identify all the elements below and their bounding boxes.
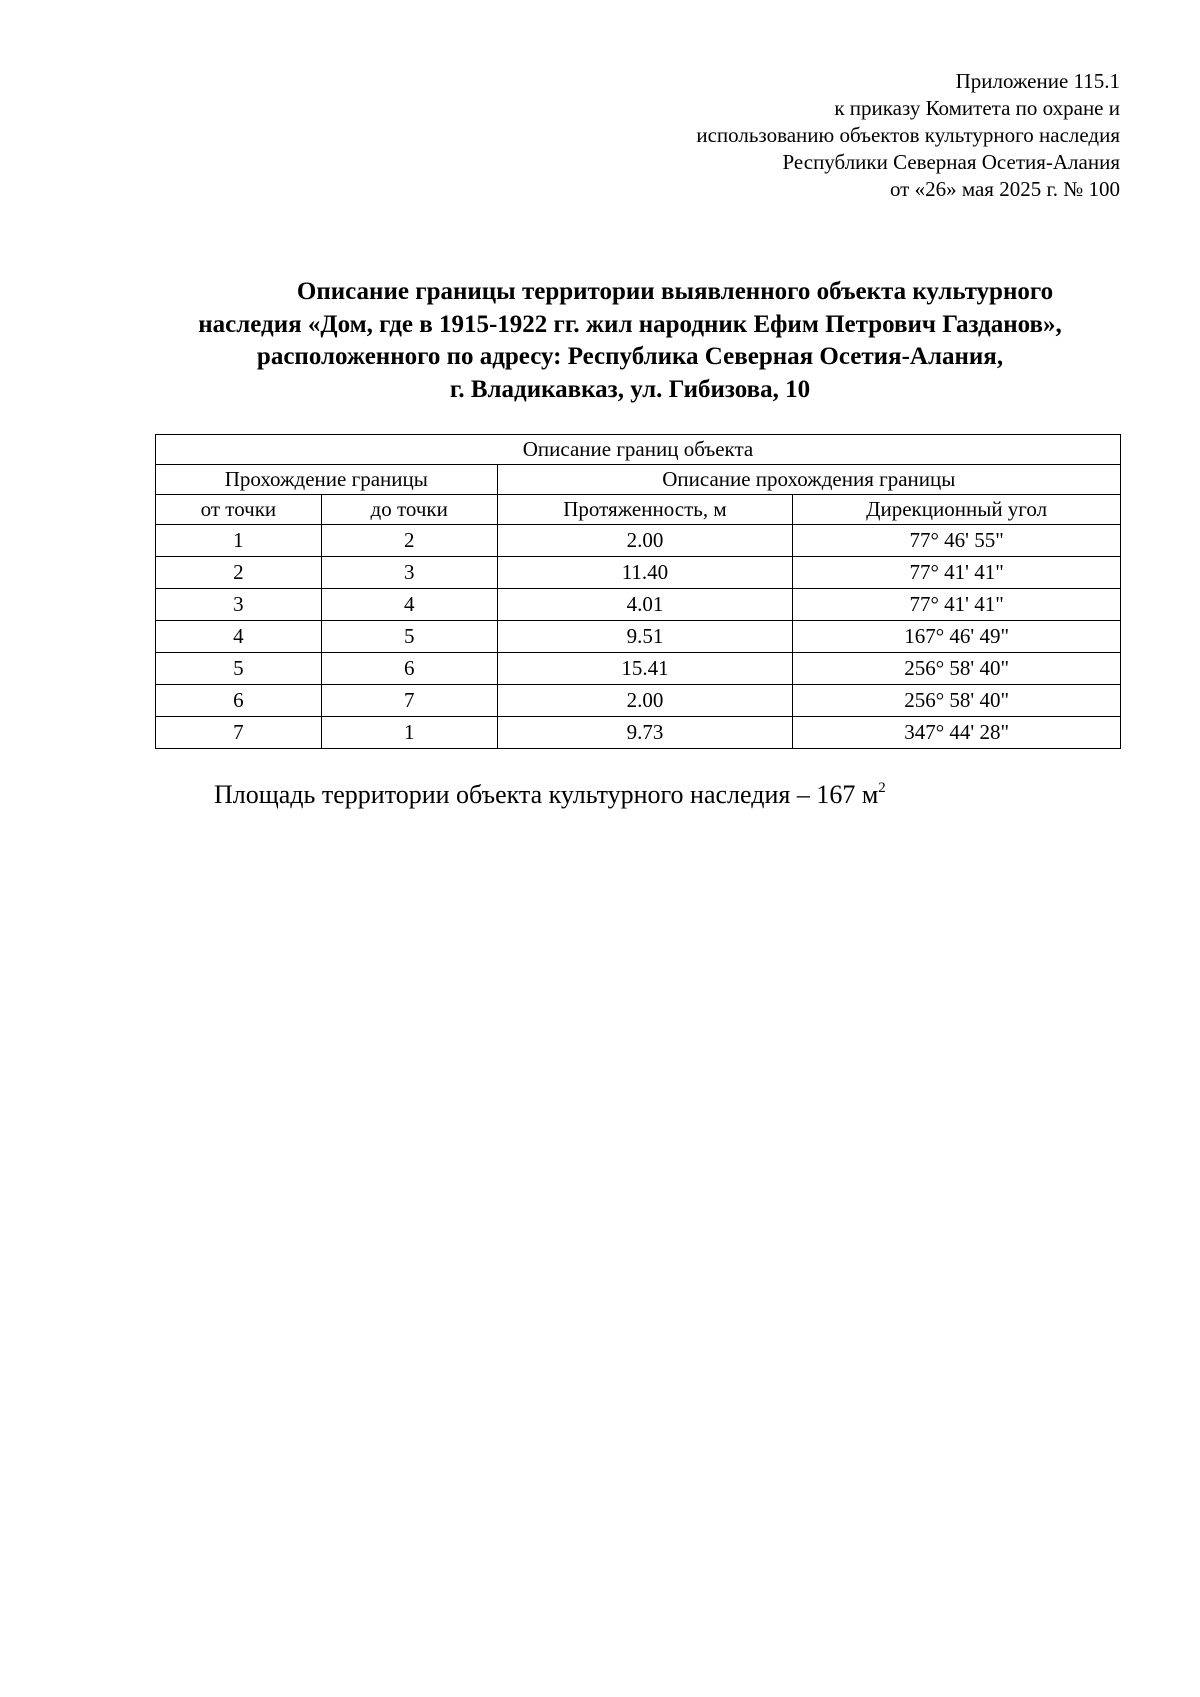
boundary-table	[155, 434, 1121, 749]
cell-bearing: 167° 46' 49"	[793, 621, 1121, 653]
cell-from-point: 6	[156, 685, 322, 717]
table-row	[156, 557, 1121, 589]
appendix-line: к приказу Комитета по охране и	[834, 96, 1120, 120]
table-row	[156, 589, 1121, 621]
column-header-bearing: Дирекционный угол	[793, 495, 1121, 525]
cell-bearing: 347° 44' 28"	[793, 717, 1121, 749]
cell-from-point: 7	[156, 717, 322, 749]
cell-length: 15.41	[497, 653, 793, 685]
column-header-to-point: до точки	[321, 495, 497, 525]
cell-from-point: 2	[156, 557, 322, 589]
table-row	[156, 653, 1121, 685]
table-caption: Описание границ объекта	[156, 435, 1121, 465]
area-superscript: 2	[878, 780, 886, 796]
cell-bearing: 256° 58' 40"	[793, 653, 1121, 685]
column-header-length: Протяженность, м	[497, 495, 793, 525]
cell-bearing: 77° 41' 41"	[793, 557, 1121, 589]
cell-bearing: 77° 46' 55"	[793, 525, 1121, 557]
cell-length: 11.40	[497, 557, 793, 589]
cell-to-point: 2	[321, 525, 497, 557]
cell-from-point: 4	[156, 621, 322, 653]
appendix-header	[420, 68, 1120, 203]
cell-length: 4.01	[497, 589, 793, 621]
cell-from-point: 1	[156, 525, 322, 557]
appendix-line: использованию объектов культурного наследия	[696, 123, 1120, 147]
cell-length: 9.51	[497, 621, 793, 653]
cell-to-point: 7	[321, 685, 497, 717]
area-statement	[214, 778, 886, 812]
appendix-line: от «26» мая 2025 г. № 100	[889, 177, 1120, 201]
title-line: г. Владикавказ, ул. Гибизова, 10	[449, 375, 811, 403]
title-line: наследия «Дом, где в 1915-1922 гг. жил народник Ефим Петрович Газданов»,	[198, 310, 1062, 338]
cell-length: 2.00	[497, 685, 793, 717]
title-line: расположенного по адресу: Республика Северная Осетия-Алания,	[256, 343, 1004, 370]
table-row	[156, 685, 1121, 717]
appendix-line: Республики Северная Осетия-Алания	[782, 150, 1120, 174]
cell-from-point: 3	[156, 589, 322, 621]
cell-length: 2.00	[497, 525, 793, 557]
cell-to-point: 5	[321, 621, 497, 653]
group-header-description: Описание прохождения границы	[497, 465, 1120, 495]
cell-to-point: 6	[321, 653, 497, 685]
title-line: Описание границы территории выявленного объекта культурного	[296, 278, 1054, 305]
table-row	[156, 621, 1121, 653]
area-text: Площадь территории объекта культурного наследия – 167 м	[214, 780, 879, 809]
document-title	[130, 276, 1130, 406]
table-row	[156, 525, 1121, 557]
cell-from-point: 5	[156, 653, 322, 685]
group-header-passage: Прохождение границы	[156, 465, 498, 495]
column-header-from-point: от точки	[156, 495, 322, 525]
cell-bearing: 256° 58' 40"	[793, 685, 1121, 717]
cell-to-point: 1	[321, 717, 497, 749]
cell-bearing: 77° 41' 41"	[793, 589, 1121, 621]
appendix-line: Приложение 115.1	[955, 69, 1120, 93]
table-row	[156, 717, 1121, 749]
cell-to-point: 4	[321, 589, 497, 621]
cell-length: 9.73	[497, 717, 793, 749]
cell-to-point: 3	[321, 557, 497, 589]
